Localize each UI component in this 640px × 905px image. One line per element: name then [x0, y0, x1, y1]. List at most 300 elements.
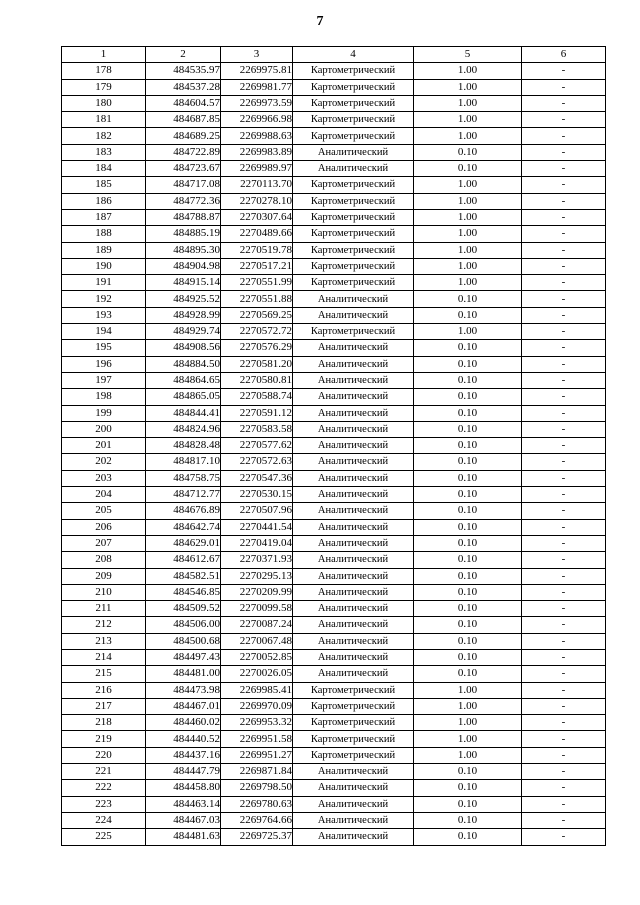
cell-x-coordinate: 484500.68 — [146, 633, 221, 649]
table-row — [62, 649, 606, 665]
cell-note: - — [522, 682, 606, 698]
cell-accuracy: 1.00 — [414, 715, 522, 731]
table-row — [62, 731, 606, 747]
cell-accuracy: 1.00 — [414, 128, 522, 144]
table-row — [62, 340, 606, 356]
cell-note: - — [522, 258, 606, 274]
cell-accuracy: 0.10 — [414, 340, 522, 356]
cell-note: - — [522, 226, 606, 242]
cell-y-coordinate: 2269983.89 — [221, 144, 293, 160]
table-row — [62, 324, 606, 340]
cell-y-coordinate: 2270307.64 — [221, 209, 293, 225]
table-row — [62, 307, 606, 323]
cell-y-coordinate: 2269780.63 — [221, 796, 293, 812]
cell-x-coordinate: 484506.00 — [146, 617, 221, 633]
cell-x-coordinate: 484467.01 — [146, 698, 221, 714]
table-row — [62, 829, 606, 845]
table-row — [62, 356, 606, 372]
cell-y-coordinate: 2270087.24 — [221, 617, 293, 633]
cell-y-coordinate: 2270530.15 — [221, 487, 293, 503]
cell-y-coordinate: 2270067.48 — [221, 633, 293, 649]
cell-y-coordinate: 2269970.09 — [221, 698, 293, 714]
cell-note: - — [522, 698, 606, 714]
cell-note: - — [522, 307, 606, 323]
cell-accuracy: 0.10 — [414, 764, 522, 780]
cell-point-number: 184 — [62, 161, 146, 177]
cell-note: - — [522, 649, 606, 665]
cell-y-coordinate: 2269951.27 — [221, 747, 293, 763]
cell-y-coordinate: 2269953.32 — [221, 715, 293, 731]
table-row — [62, 226, 606, 242]
cell-y-coordinate: 2270588.74 — [221, 389, 293, 405]
cell-method: Картометрический — [293, 79, 414, 95]
cell-accuracy: 0.10 — [414, 649, 522, 665]
cell-method: Аналитический — [293, 633, 414, 649]
cell-y-coordinate: 2270113.70 — [221, 177, 293, 193]
cell-x-coordinate: 484824.96 — [146, 421, 221, 437]
cell-x-coordinate: 484676.89 — [146, 503, 221, 519]
cell-x-coordinate: 484537.28 — [146, 79, 221, 95]
column-header: 2 — [146, 47, 221, 63]
cell-x-coordinate: 484463.14 — [146, 796, 221, 812]
cell-x-coordinate: 484928.99 — [146, 307, 221, 323]
cell-x-coordinate: 484864.65 — [146, 372, 221, 388]
cell-y-coordinate: 2269975.81 — [221, 63, 293, 79]
cell-accuracy: 0.10 — [414, 796, 522, 812]
cell-point-number: 209 — [62, 568, 146, 584]
cell-method: Картометрический — [293, 698, 414, 714]
cell-method: Аналитический — [293, 487, 414, 503]
cell-note: - — [522, 487, 606, 503]
table-row — [62, 161, 606, 177]
cell-accuracy: 0.10 — [414, 389, 522, 405]
table-row — [62, 698, 606, 714]
cell-y-coordinate: 2269764.66 — [221, 812, 293, 828]
cell-accuracy: 1.00 — [414, 177, 522, 193]
cell-y-coordinate: 2269725.37 — [221, 829, 293, 845]
cell-y-coordinate: 2270209.99 — [221, 584, 293, 600]
cell-x-coordinate: 484535.97 — [146, 63, 221, 79]
cell-note: - — [522, 128, 606, 144]
cell-method: Картометрический — [293, 258, 414, 274]
coordinates-table — [61, 46, 606, 846]
cell-method: Аналитический — [293, 796, 414, 812]
cell-accuracy: 0.10 — [414, 307, 522, 323]
cell-note: - — [522, 535, 606, 551]
cell-point-number: 193 — [62, 307, 146, 323]
cell-note: - — [522, 715, 606, 731]
cell-method: Аналитический — [293, 666, 414, 682]
table-row — [62, 568, 606, 584]
cell-x-coordinate: 484467.03 — [146, 812, 221, 828]
cell-x-coordinate: 484717.08 — [146, 177, 221, 193]
cell-method: Аналитический — [293, 601, 414, 617]
cell-accuracy: 0.10 — [414, 487, 522, 503]
table-row — [62, 487, 606, 503]
cell-point-number: 225 — [62, 829, 146, 845]
cell-accuracy: 1.00 — [414, 95, 522, 111]
cell-note: - — [522, 405, 606, 421]
cell-y-coordinate: 2270577.62 — [221, 438, 293, 454]
cell-method: Аналитический — [293, 405, 414, 421]
cell-y-coordinate: 2270295.13 — [221, 568, 293, 584]
cell-y-coordinate: 2270026.05 — [221, 666, 293, 682]
cell-note: - — [522, 95, 606, 111]
cell-note: - — [522, 209, 606, 225]
cell-method: Картометрический — [293, 242, 414, 258]
cell-y-coordinate: 2269988.63 — [221, 128, 293, 144]
cell-point-number: 220 — [62, 747, 146, 763]
cell-accuracy: 0.10 — [414, 503, 522, 519]
cell-y-coordinate: 2269981.77 — [221, 79, 293, 95]
cell-method: Аналитический — [293, 780, 414, 796]
cell-method: Картометрический — [293, 747, 414, 763]
cell-note: - — [522, 812, 606, 828]
cell-point-number: 207 — [62, 535, 146, 551]
cell-y-coordinate: 2270551.99 — [221, 275, 293, 291]
table-row — [62, 128, 606, 144]
cell-accuracy: 0.10 — [414, 356, 522, 372]
cell-y-coordinate: 2270278.10 — [221, 193, 293, 209]
cell-point-number: 197 — [62, 372, 146, 388]
cell-accuracy: 1.00 — [414, 747, 522, 763]
cell-accuracy: 0.10 — [414, 144, 522, 160]
table-row — [62, 764, 606, 780]
cell-point-number: 194 — [62, 324, 146, 340]
cell-method: Картометрический — [293, 715, 414, 731]
cell-point-number: 214 — [62, 649, 146, 665]
cell-note: - — [522, 242, 606, 258]
cell-x-coordinate: 484925.52 — [146, 291, 221, 307]
cell-method: Картометрический — [293, 275, 414, 291]
cell-note: - — [522, 617, 606, 633]
cell-x-coordinate: 484884.50 — [146, 356, 221, 372]
cell-method: Аналитический — [293, 144, 414, 160]
cell-y-coordinate: 2270099.58 — [221, 601, 293, 617]
cell-y-coordinate: 2270441.54 — [221, 519, 293, 535]
cell-accuracy: 0.10 — [414, 666, 522, 682]
cell-method: Аналитический — [293, 454, 414, 470]
cell-method: Аналитический — [293, 340, 414, 356]
cell-note: - — [522, 438, 606, 454]
cell-y-coordinate: 2270591.12 — [221, 405, 293, 421]
table-row — [62, 535, 606, 551]
cell-point-number: 198 — [62, 389, 146, 405]
cell-method: Картометрический — [293, 63, 414, 79]
table-row — [62, 503, 606, 519]
cell-note: - — [522, 601, 606, 617]
cell-accuracy: 0.10 — [414, 405, 522, 421]
table-row — [62, 584, 606, 600]
cell-note: - — [522, 63, 606, 79]
cell-x-coordinate: 484817.10 — [146, 454, 221, 470]
cell-point-number: 219 — [62, 731, 146, 747]
table-row — [62, 780, 606, 796]
table-row — [62, 552, 606, 568]
cell-point-number: 222 — [62, 780, 146, 796]
table-row — [62, 144, 606, 160]
cell-point-number: 210 — [62, 584, 146, 600]
cell-x-coordinate: 484723.67 — [146, 161, 221, 177]
cell-note: - — [522, 340, 606, 356]
cell-accuracy: 0.10 — [414, 617, 522, 633]
cell-method: Аналитический — [293, 470, 414, 486]
cell-x-coordinate: 484473.98 — [146, 682, 221, 698]
cell-x-coordinate: 484460.02 — [146, 715, 221, 731]
cell-y-coordinate: 2270581.20 — [221, 356, 293, 372]
cell-point-number: 179 — [62, 79, 146, 95]
cell-method: Аналитический — [293, 356, 414, 372]
cell-point-number: 186 — [62, 193, 146, 209]
cell-accuracy: 0.10 — [414, 161, 522, 177]
cell-method: Картометрический — [293, 95, 414, 111]
cell-point-number: 206 — [62, 519, 146, 535]
cell-point-number: 213 — [62, 633, 146, 649]
cell-method: Аналитический — [293, 291, 414, 307]
cell-point-number: 178 — [62, 63, 146, 79]
cell-point-number: 205 — [62, 503, 146, 519]
cell-point-number: 217 — [62, 698, 146, 714]
cell-note: - — [522, 193, 606, 209]
cell-note: - — [522, 356, 606, 372]
cell-point-number: 185 — [62, 177, 146, 193]
cell-y-coordinate: 2270489.66 — [221, 226, 293, 242]
cell-method: Аналитический — [293, 535, 414, 551]
cell-point-number: 182 — [62, 128, 146, 144]
cell-point-number: 212 — [62, 617, 146, 633]
cell-method: Картометрический — [293, 731, 414, 747]
cell-x-coordinate: 484915.14 — [146, 275, 221, 291]
cell-x-coordinate: 484788.87 — [146, 209, 221, 225]
cell-note: - — [522, 519, 606, 535]
cell-note: - — [522, 747, 606, 763]
cell-method: Аналитический — [293, 421, 414, 437]
cell-note: - — [522, 633, 606, 649]
cell-x-coordinate: 484447.79 — [146, 764, 221, 780]
cell-method: Аналитический — [293, 503, 414, 519]
table-row — [62, 519, 606, 535]
cell-method: Аналитический — [293, 617, 414, 633]
table-row — [62, 682, 606, 698]
cell-point-number: 183 — [62, 144, 146, 160]
cell-point-number: 189 — [62, 242, 146, 258]
cell-y-coordinate: 2270572.63 — [221, 454, 293, 470]
cell-method: Аналитический — [293, 372, 414, 388]
cell-x-coordinate: 484629.01 — [146, 535, 221, 551]
cell-method: Картометрический — [293, 177, 414, 193]
cell-method: Аналитический — [293, 764, 414, 780]
cell-method: Аналитический — [293, 584, 414, 600]
cell-accuracy: 1.00 — [414, 242, 522, 258]
cell-note: - — [522, 584, 606, 600]
cell-point-number: 190 — [62, 258, 146, 274]
cell-accuracy: 0.10 — [414, 372, 522, 388]
cell-x-coordinate: 484604.57 — [146, 95, 221, 111]
cell-accuracy: 0.10 — [414, 601, 522, 617]
table-row — [62, 209, 606, 225]
cell-note: - — [522, 764, 606, 780]
cell-accuracy: 0.10 — [414, 421, 522, 437]
table-row — [62, 389, 606, 405]
cell-note: - — [522, 112, 606, 128]
cell-note: - — [522, 731, 606, 747]
cell-accuracy: 0.10 — [414, 470, 522, 486]
cell-x-coordinate: 484895.30 — [146, 242, 221, 258]
cell-accuracy: 1.00 — [414, 112, 522, 128]
cell-note: - — [522, 796, 606, 812]
table-row — [62, 812, 606, 828]
cell-method: Картометрический — [293, 682, 414, 698]
page-number: 7 — [316, 14, 324, 29]
cell-note: - — [522, 829, 606, 845]
cell-method: Картометрический — [293, 193, 414, 209]
cell-note: - — [522, 324, 606, 340]
cell-note: - — [522, 454, 606, 470]
column-header: 4 — [293, 47, 414, 63]
column-header: 6 — [522, 47, 606, 63]
cell-note: - — [522, 161, 606, 177]
table-row — [62, 633, 606, 649]
cell-method: Картометрический — [293, 209, 414, 225]
table-row — [62, 715, 606, 731]
table-header-row — [62, 47, 606, 63]
cell-accuracy: 0.10 — [414, 780, 522, 796]
cell-point-number: 215 — [62, 666, 146, 682]
cell-y-coordinate: 2269871.84 — [221, 764, 293, 780]
cell-y-coordinate: 2270572.72 — [221, 324, 293, 340]
cell-point-number: 180 — [62, 95, 146, 111]
cell-x-coordinate: 484929.74 — [146, 324, 221, 340]
cell-y-coordinate: 2270517.21 — [221, 258, 293, 274]
cell-x-coordinate: 484844.41 — [146, 405, 221, 421]
cell-x-coordinate: 484481.63 — [146, 829, 221, 845]
cell-accuracy: 0.10 — [414, 291, 522, 307]
table-body — [62, 63, 606, 845]
table-row — [62, 291, 606, 307]
cell-point-number: 187 — [62, 209, 146, 225]
cell-x-coordinate: 484437.16 — [146, 747, 221, 763]
cell-accuracy: 0.10 — [414, 633, 522, 649]
cell-note: - — [522, 503, 606, 519]
cell-note: - — [522, 275, 606, 291]
cell-point-number: 211 — [62, 601, 146, 617]
table-row — [62, 372, 606, 388]
cell-x-coordinate: 484497.43 — [146, 649, 221, 665]
cell-accuracy: 1.00 — [414, 258, 522, 274]
table-row — [62, 470, 606, 486]
cell-accuracy: 0.10 — [414, 812, 522, 828]
cell-method: Аналитический — [293, 438, 414, 454]
cell-y-coordinate: 2270580.81 — [221, 372, 293, 388]
cell-x-coordinate: 484758.75 — [146, 470, 221, 486]
cell-y-coordinate: 2270371.93 — [221, 552, 293, 568]
cell-note: - — [522, 372, 606, 388]
cell-point-number: 203 — [62, 470, 146, 486]
cell-accuracy: 1.00 — [414, 324, 522, 340]
cell-x-coordinate: 484481.00 — [146, 666, 221, 682]
table-row — [62, 112, 606, 128]
table-row — [62, 193, 606, 209]
cell-note: - — [522, 568, 606, 584]
cell-note: - — [522, 421, 606, 437]
column-header: 3 — [221, 47, 293, 63]
table-row — [62, 95, 606, 111]
cell-y-coordinate: 2270547.36 — [221, 470, 293, 486]
cell-accuracy: 1.00 — [414, 682, 522, 698]
cell-x-coordinate: 484689.25 — [146, 128, 221, 144]
cell-x-coordinate: 484828.48 — [146, 438, 221, 454]
cell-x-coordinate: 484458.80 — [146, 780, 221, 796]
cell-method: Аналитический — [293, 307, 414, 323]
cell-note: - — [522, 144, 606, 160]
cell-accuracy: 0.10 — [414, 584, 522, 600]
cell-x-coordinate: 484612.67 — [146, 552, 221, 568]
cell-x-coordinate: 484546.85 — [146, 584, 221, 600]
cell-accuracy: 1.00 — [414, 193, 522, 209]
cell-accuracy: 1.00 — [414, 731, 522, 747]
cell-y-coordinate: 2270576.29 — [221, 340, 293, 356]
cell-y-coordinate: 2270507.96 — [221, 503, 293, 519]
cell-accuracy: 0.10 — [414, 519, 522, 535]
cell-accuracy: 0.10 — [414, 568, 522, 584]
cell-note: - — [522, 666, 606, 682]
cell-point-number: 192 — [62, 291, 146, 307]
cell-note: - — [522, 291, 606, 307]
cell-x-coordinate: 484712.77 — [146, 487, 221, 503]
cell-method: Аналитический — [293, 649, 414, 665]
cell-point-number: 208 — [62, 552, 146, 568]
cell-x-coordinate: 484722.89 — [146, 144, 221, 160]
cell-y-coordinate: 2270052.85 — [221, 649, 293, 665]
cell-y-coordinate: 2269966.98 — [221, 112, 293, 128]
cell-x-coordinate: 484772.36 — [146, 193, 221, 209]
cell-point-number: 218 — [62, 715, 146, 731]
cell-y-coordinate: 2269985.41 — [221, 682, 293, 698]
cell-method: Аналитический — [293, 519, 414, 535]
cell-method: Картометрический — [293, 226, 414, 242]
table-row — [62, 601, 606, 617]
cell-method: Аналитический — [293, 552, 414, 568]
column-header: 5 — [414, 47, 522, 63]
cell-accuracy: 0.10 — [414, 535, 522, 551]
cell-x-coordinate: 484440.52 — [146, 731, 221, 747]
cell-y-coordinate: 2269989.97 — [221, 161, 293, 177]
table-row — [62, 405, 606, 421]
table-row — [62, 438, 606, 454]
cell-accuracy: 0.10 — [414, 438, 522, 454]
cell-note: - — [522, 79, 606, 95]
cell-point-number: 201 — [62, 438, 146, 454]
column-header: 1 — [62, 47, 146, 63]
table-row — [62, 275, 606, 291]
table-row — [62, 617, 606, 633]
cell-note: - — [522, 552, 606, 568]
cell-note: - — [522, 470, 606, 486]
table-row — [62, 258, 606, 274]
cell-method: Аналитический — [293, 812, 414, 828]
cell-accuracy: 0.10 — [414, 454, 522, 470]
cell-point-number: 199 — [62, 405, 146, 421]
cell-accuracy: 1.00 — [414, 226, 522, 242]
cell-method: Аналитический — [293, 829, 414, 845]
cell-method: Аналитический — [293, 389, 414, 405]
cell-point-number: 216 — [62, 682, 146, 698]
cell-accuracy: 0.10 — [414, 829, 522, 845]
cell-note: - — [522, 177, 606, 193]
cell-x-coordinate: 484908.56 — [146, 340, 221, 356]
cell-point-number: 181 — [62, 112, 146, 128]
cell-method: Картометрический — [293, 324, 414, 340]
